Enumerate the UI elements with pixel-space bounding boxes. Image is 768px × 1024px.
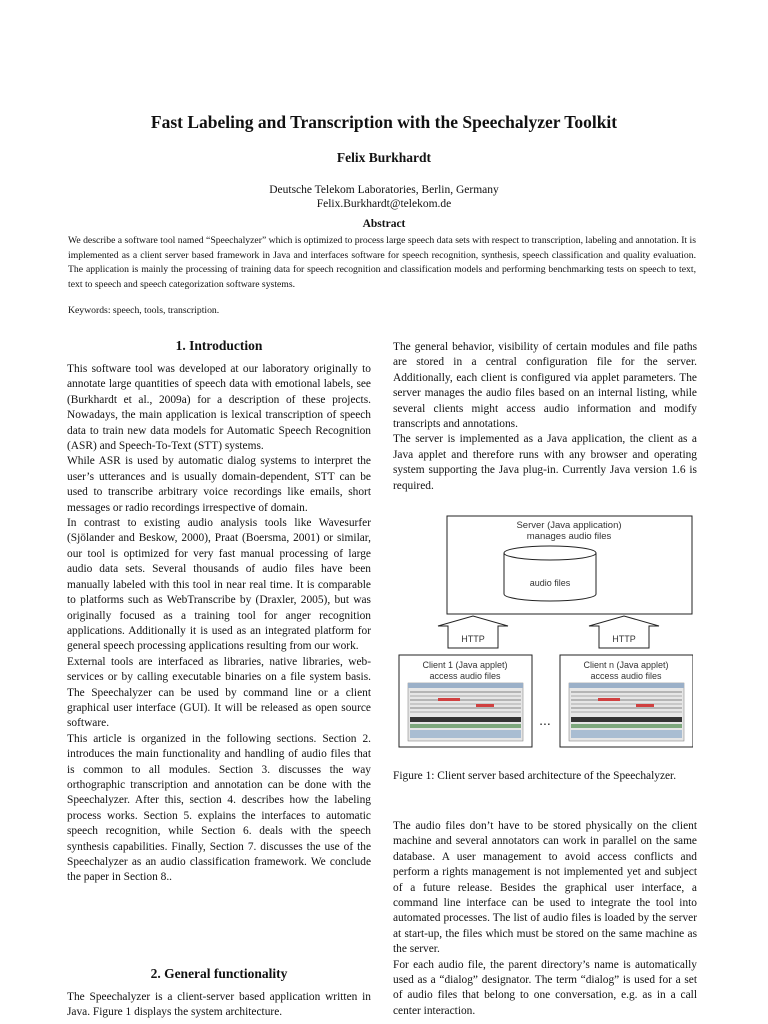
- section-2-text: The Speechalyzer is a client-server based application written in Java. Figure 1 displays the system architecture.: [67, 991, 371, 1019]
- right-column-top: [393, 340, 697, 494]
- affiliation: Deutsche Telekom Laboratories, Berlin, Germany: [269, 184, 499, 196]
- client-n-sublabel: access audio files: [590, 671, 662, 681]
- paragraph: While ASR is used by automatic dialog systems to interpret the user’s utterances and is usually domain-dependent, STT can be used to transcribe arbitrary voice recordings like emails, short messages or radio recordings irrespective of domain.: [67, 455, 371, 514]
- server-sublabel: manages audio files: [526, 531, 612, 542]
- paragraph: The general behavior, visibility of certain modules and file paths are stored in a central configuration file for the server. Additionally, each client is configured via applet parameters. The server manages the audio files based on an internal listing, while several clients might access audio information and modify transcripts and annotations.: [393, 341, 697, 431]
- paragraph: In contrast to existing audio analysis tools like Wavesurfer (Sjölander and Beskow, 2000), Praat (Boersma, 2001) or similar, our tool is optimized for very fast manual processing of large audio data sets. Several thousands of audio files have been manually labeled with this tool in near real time. It is comparable to platforms such as WebTranscribe by (Draxler, 2005), but was originally focused as a training tool for anger recognition applications. Additionally it is used as an integrated platform for general speech processing applications resulting from our work.: [67, 517, 371, 653]
- server-label: Server (Java application): [516, 520, 622, 531]
- architecture-figure: [398, 512, 693, 752]
- paragraph: External tools are interfaced as libraries, native libraries, web-services or by calling executable binaries on a file system basis. The Speechalyzer can be used by command line or a client graphical user interface (GUI). It will be released as open source software.: [67, 655, 371, 730]
- author-email: Felix.Burkhardt@telekom.de: [316, 198, 452, 210]
- paragraph: This software tool was developed at our laboratory originally to annotate large quantities of speech data with emotional labels, see (Burkhardt et al., 2009a) for a description of these projects. Nowadays, the main application is lexical transcription of speech data to train new data models for Automatic Speech Recognition (ASR) and Speech-To-Text (STT) systems.: [67, 363, 371, 453]
- paper-title: Fast Labeling and Transcription with the Speechalyzer Toolkit: [150, 112, 618, 132]
- paragraph: For each audio file, the parent directory’s name is automatically used as a “dialog” designator. The term “dialog” is used for a set of audio files that belong to one conversation, e.g. as in a call center interaction.: [393, 958, 697, 1017]
- right-column-bottom: [393, 819, 697, 1019]
- affiliation-block: [0, 183, 768, 211]
- paragraph: The audio files don’t have to be stored physically on the client machine and several annotators can work in parallel on the same database. A user management to avoid access conflicts and perform a rights management is not implemented yet and subject of a future release. Besides the graphical user interface, a command line interface can be used to integrate the tool into automated processes. The list of audio files is loaded by the server at start-up, the files which must be stored on the same machine as the server.: [393, 820, 697, 956]
- client-n-screenshot: [569, 683, 684, 741]
- http-right-label: HTTP: [612, 634, 636, 644]
- ellipsis: ...: [539, 712, 551, 728]
- section-2-heading: 2. General functionality: [150, 966, 288, 981]
- client-1-sublabel: access audio files: [429, 671, 501, 681]
- left-column: [67, 362, 371, 886]
- section-1-heading: 1. Introduction: [175, 338, 263, 353]
- client-1-label: Client 1 (Java applet): [422, 660, 508, 670]
- keywords: Keywords: speech, tools, transcription.: [68, 305, 220, 316]
- database-icon: [504, 546, 596, 601]
- figure-caption: Figure 1: Client server based architecture of the Speechalyzer.: [393, 770, 677, 782]
- client-1-screenshot: [408, 683, 523, 741]
- paragraph: The server is implemented as a Java application, the client as a Java applet and therefore runs with any browser and operating system supporting the Java plug-in. Currently Java version 1.6 is required.: [393, 433, 697, 492]
- author-name: Felix Burkhardt: [336, 150, 432, 165]
- http-left-label: HTTP: [461, 634, 485, 644]
- database-label: audio files: [529, 578, 571, 588]
- abstract-text: We describe a software tool named “Speechalyzer” which is optimized to process large speech data sets with respect to transcription, labeling and annotation. It is implemented as a client server based framework in Java and interfaces software for speech recognition, synthesis, speech classification and quality evaluation. The application is mainly the processing of training data for speech recognition and classification models and performing benchmarking tests on speech to text, text to speech and speech categorization software systems.: [68, 235, 696, 290]
- paragraph: This article is organized in the following sections. Section 2. introduces the main functionality and handling of audio files that is common to all modules. Section 3. discusses the way orthographic transcription and annotation can be done with the Speechalyzer. After this, section 4. describes how the labeling process works. Section 5. explains the interfaces to automatic speech recognition, while Section 6. deals with the speech synthesis capabilities. Finally, Section 7. discusses the use of the Speechalyzer as an audio classification framework. We conclude the paper in Section 8..: [67, 732, 371, 884]
- client-n-label: Client n (Java applet): [583, 660, 669, 670]
- abstract-heading: Abstract: [362, 218, 406, 230]
